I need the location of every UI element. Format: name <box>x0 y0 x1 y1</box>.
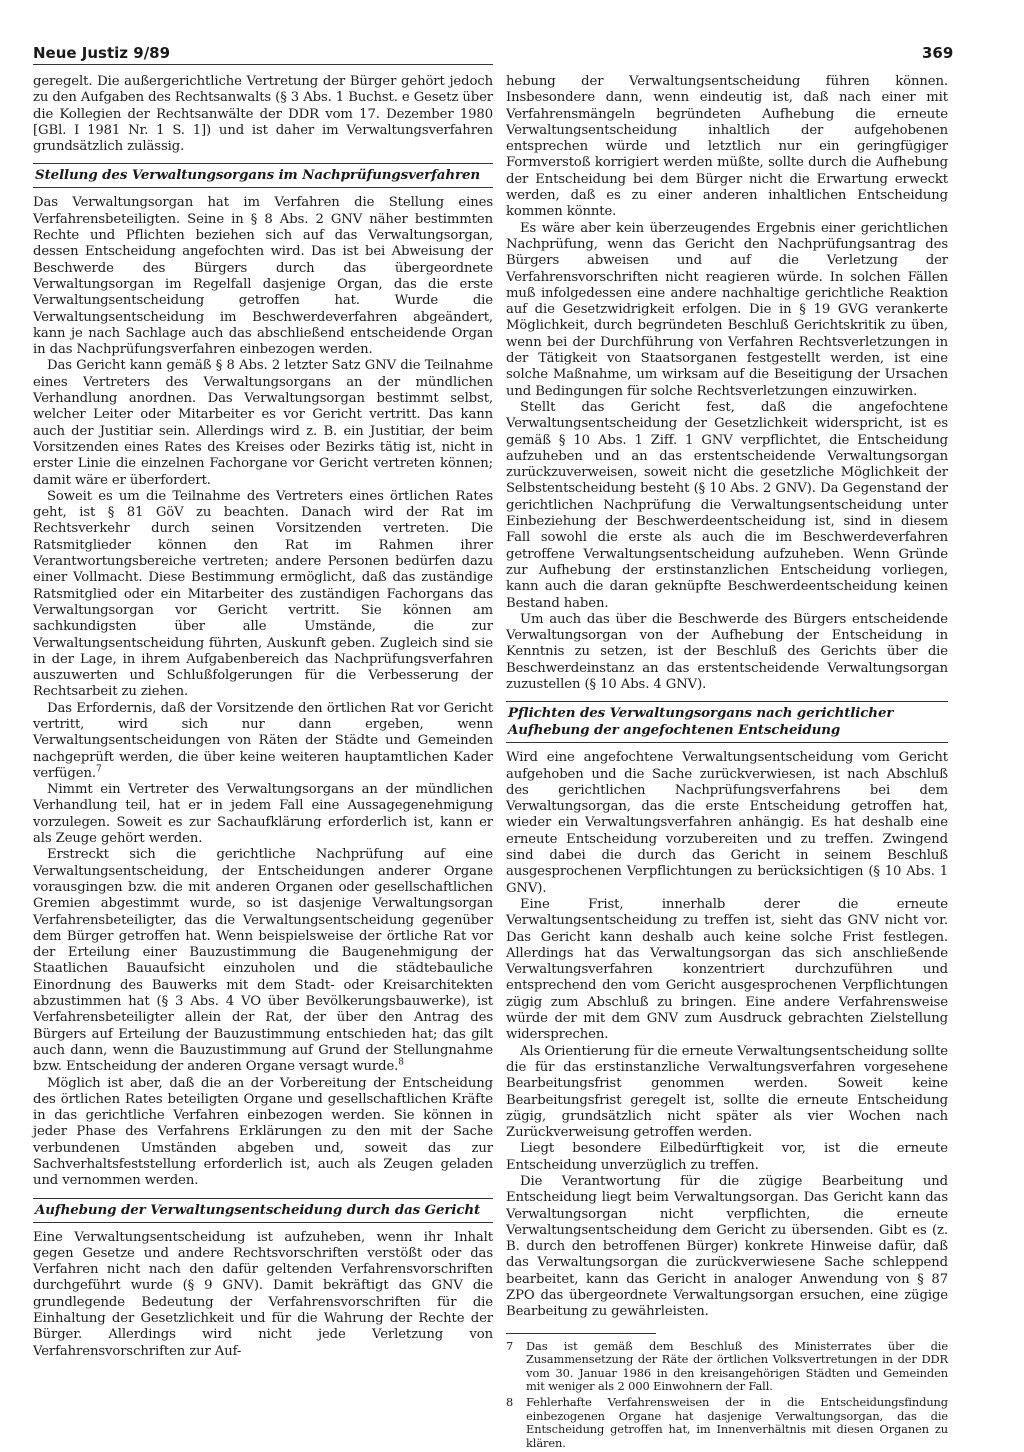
footnotes <box>506 1340 948 1451</box>
footnote-rule <box>506 1333 656 1334</box>
paragraph-with-footnote-ref <box>33 847 493 1075</box>
paragraph: Als Orientierung für die erneute Verwaltungsentscheidung sollte die für das erstinstanzliche Verwaltungsverfahren vorgesehene Bearbeitungsfrist genommen werden. Soweit keine Bearbeitungsfrist geregelt ist, sollte die erneute Entscheidung zügig, grundsätzlich nicht später als vier Wochen nach Zurückverweisung getroffen werden. <box>506 1043 948 1141</box>
paragraph: Das Verwaltungsorgan hat im Verfahren die Stellung eines Verfahrensbeteiligten. Seine in § 8 Abs. 2 GNV näher bestimmten Rechte und Pflichten beziehen sich auf das Verwaltungsorgan, dessen Entscheidung angefochten wird. Das ist bei Abweisung der Beschwerde des Bürgers durch das übergeordnete Verwaltungsorgan im Regelfall dasjenige Organ, das die erste Verwaltungsentscheidung getroffen hat. Wurde die Verwaltungsentscheidung im Beschwerdeverfahren abgeändert, kann je nach Sachlage auch das abschließend entscheidende Organ in das Nachprüfungsverfahren einbezogen werden. <box>33 195 493 358</box>
header-rule <box>33 64 493 65</box>
footnote-number: 8 <box>506 1395 514 1410</box>
paragraph: Möglich ist aber, daß die an der Vorbereitung der Entscheidung des örtlichen Rates beteiligten Organe und gesellschaftlichen Kräfte in das gerichtliche Verfahren einbezogen werden. Sie können in jeder Phase des Verfahrens Erklärungen zu den mit der Sache verbundenen Umständen abgeben und, soweit das zur Sachverhaltsfeststellung erforderlich ist, auch als Zeugen geladen und vernommen werden. <box>33 1075 493 1189</box>
footnote-text: Das ist gemäß dem Beschluß des Ministerrates über die Zusammensetzung der Räte der örtlichen Volksvertretungen in der DDR vom 30. Januar 1986 in den kreisangehörigen Städten und Gemeinden mit weniger als 2 000 Einwohnern der Fall. <box>526 1338 948 1394</box>
section-heading-aufhebung: Aufhebung der Verwaltungsentscheidung durch das Gericht <box>33 1198 493 1223</box>
footnote-ref: 8 <box>398 1057 404 1068</box>
paragraph: Liegt besondere Eilbedürftigkeit vor, ist die erneute Entscheidung unverzüglich zu treffen. <box>506 1141 948 1173</box>
footnote-number: 7 <box>506 1338 514 1353</box>
right-column <box>506 74 948 1452</box>
paragraph: Eine Verwaltungsentscheidung ist aufzuheben, wenn ihr Inhalt gegen Gesetze und andere Rechtsvorschriften verstößt oder das Verfahren nicht nach den dafür geltenden Verfahrensvorschriften durchgeführt wurde (§ 9 GNV). Damit bekräftigt das GNV die grundlegende Bedeutung der Verfahrensvorschriften für die Einhaltung der Gesetzlichkeit und für die Wahrung der Rechte der Bürger. Allerdings wird nicht jede Verletzung von Verfahrensvorschriften zur Auf- <box>33 1229 493 1359</box>
paragraph: Das Gericht kann gemäß § 8 Abs. 2 letzter Satz GNV die Teilnahme eines Vertreters des Verwaltungsorgans an der mündlichen Verhandlung anordnen. Das Verwaltungsorgan bestimmt selbst, welcher Leiter oder Mitarbeiter es vor Gericht vertritt. Das kann auch der Justitiar sein. Allerdings wird z. B. ein Justitiar, der beim Vorsitzenden eines Rates des Kreises oder Bezirks tätig ist, nicht in erster Linie die einzelnen Fachorgane vor Gericht vertreten können; damit wäre er überfordert. <box>33 358 493 488</box>
paragraph: hebung der Verwaltungsentscheidung führen können. Insbesondere dann, wenn eindeutig ist, daß nach einer mit Verfahrensmängeln begründeten Aufhebung die erneute Verwaltungsentscheidung inhaltlich der aufgehobenen entsprechen würde und letztlich nur ein geringfügiger Formverstoß korrigiert werden müßte, sollte durch die Aufhebung der Entscheidung bei dem Bürger nicht die Erwartung erweckt werden, daß es zu einer anderen inhaltlichen Entscheidung kommen könnte. <box>506 74 948 220</box>
section-heading-pflichten: Pflichten des Verwaltungsorgans nach gerichtlicher Aufhebung der angefochtenen Entscheidung <box>506 701 948 743</box>
paragraph: Die Verantwortung für die zügige Bearbeitung und Entscheidung liegt beim Verwaltungsorgan. Das Gericht kann das Verwaltungsorgan nicht verpflichten, die erneute Verwaltungsentscheidung dem Gericht zu übersenden. Gibt es (z. B. durch den betroffenen Bürger) konkrete Hinweise dafür, daß das Verwaltungsorgan die zurückverwiesene Sache schleppend bearbeitet, kann das Gericht in analoger Anwendung von § 87 ZPO das übergeordnete Verwaltungsorgan ersuchen, eine zügige Bearbeitung zu gewährleisten. <box>506 1174 948 1320</box>
paragraph: Soweit es um die Teilnahme des Vertreters eines örtlichen Rates geht, ist § 81 GöV zu beachten. Danach wird der Rat im Rechtsverkehr durch seinen Vorsitzenden vertreten. Die Ratsmitglieder können den Rat im Rahmen ihrer Verantwortungsbereiche vertreten; andere Personen bedürfen dazu einer Vollmacht. Diese Bestimmung ermöglicht, daß das zuständige Ratsmitglied oder ein Mitarbeiter des zuständigen Fachorgans das Verwaltungsorgan vor Gericht vertritt. Sie können am sachkundigsten über alle Umstände, die zur Verwaltungsentscheidung führten, Auskunft geben. Zugleich sind sie in der Lage, in ihrem Aufgabenbereich das Nachprüfungsverfahren auszuwerten und Schlußfolgerungen für die Verbesserung der Rechtsarbeit zu ziehen. <box>33 488 493 700</box>
footnote-ref: 7 <box>95 764 102 775</box>
paragraph: Wird eine angefochtene Verwaltungsentscheidung vom Gericht aufgehoben und die Sache zurückverwiesen, ist nach Abschluß des gerichtlichen Nachprüfungsverfahrens bei dem Verwaltungsorgan, das die erste Entscheidung getroffen hat, wieder ein Verwaltungsverfahren anhängig. Es hat deshalb eine erneute Entscheidung vorzubereiten und zu treffen. Zwingend sind dabei die durch das Gericht in seinem Beschluß ausgesprochenen Verpflichtungen zu berücksichtigen (§ 10 Abs. 1 GNV). <box>506 750 948 896</box>
paragraph-text: Das Erfordernis, daß der Vorsitzende den örtlichen Rat vor Gericht vertritt, wird sich nur dann ergeben, wenn Verwaltungsentscheidungen von Räten der Städte und Gemeinden nachgeprüft werden, die über keine weiteren hauptamtlichen Kader verfügen. <box>33 700 493 781</box>
paragraph: Es wäre aber kein überzeugendes Ergebnis einer gerichtlichen Nachprüfung, wenn das Gericht den Nachprüfungsantrag des Bürgers abweisen und auf die Verletzung der Verfahrensvorschriften nicht reagieren würde. In solchen Fällen muß infolgedessen eine andere nachhaltige gerichtliche Reaktion auf die Gesetzwidrigkeit erfolgen. Die in § 19 GVG verankerte Möglichkeit, durch begründeten Beschluß Gerichtskritik zu üben, wenn bei der Durchführung von Verfahren Rechtsverletzungen in der Tätigkeit von Staatsorganen festgestellt werden, ist eine solche Maßnahme, um wirksam auf die Beseitigung der Ursachen und Bedingungen für solche Rechtsverletzungen einzuwirken. <box>506 220 948 399</box>
paragraph-with-footnote-ref <box>33 701 493 782</box>
intro-paragraph: geregelt. Die außergerichtliche Vertretung der Bürger gehört jedoch zu den Aufgaben des Rechtsanwalts (§ 3 Abs. 1 Buchst. e Gesetz über die Kollegien der Rechtsanwälte der DDR vom 17. Dezember 1980 [GBl. I 1981 Nr. 1 S. 1]) und ist daher im Verwaltungsverfahren grundsätzlich zulässig. <box>33 74 493 155</box>
left-column <box>33 74 493 1360</box>
paragraph: Um auch das über die Beschwerde des Bürgers entscheidende Verwaltungsorgan von der Aufhebung der Entscheidung in Kenntnis zu setzen, ist der Beschluß des Gerichts über die Beschwerdeinstanz an das erstentscheidende Verwaltungsorgan zuzustellen (§ 10 Abs. 4 GNV). <box>506 611 948 692</box>
paragraph: Eine Frist, innerhalb derer die erneute Verwaltungsentscheidung zu treffen ist, sieht das GNV nicht vor. Das Gericht kann deshalb auch keine solche Frist festlegen. Allerdings hat das Verwaltungsorgan das sich anschließende Verwaltungsverfahren konzentriert durchzuführen und entsprechend den vom Gericht ausgesprochenen Verpflichtungen zügig zum Abschluß zu bringen. Eine andere Verfahrensweise würde der mit dem GNV zum Ausdruck gebrachten Zielstellung widersprechen. <box>506 896 948 1043</box>
paragraph-text: Erstreckt sich die gerichtliche Nachprüfung auf eine Verwaltungsentscheidung, der Entscheidungen anderer Organe vorausgingen bzw. die mit anderen Organen oder gesellschaftlichen Gremien abgestimmt wurde, so ist dasjenige Verwaltungsorgan Verfahrensbeteiligter, das die Verwaltungsentscheidung gegenüber dem Bürger getroffen hat. Wenn beispielsweise der örtliche Rat vor der Erteilung einer Bauzustimmung die Baugenehmigung der Staatlichen Bauaufsicht einzuholen und die städtebauliche Einordnung des Bauwerks mit dem Stadt- oder Kreisarchitekten abzustimmen hat (§ 3 Abs. 4 VO über Bevölkerungsbauwerke), ist Verfahrensbeteiligter allein der Rat, der über den Antrag des Bürgers auf Erteilung der Bauzustimmung entschieden hat; das gilt auch dann, wenn die Bauzustimmung auf Grund der Stellungnahme bzw. Entscheidung der anderen Organe versagt wurde. <box>33 847 493 1075</box>
section-heading-stellung: Stellung des Verwaltungsorgans im Nachprüfungsverfahren <box>33 163 493 188</box>
footnote-text: Fehlerhafte Verfahrensweisen der in die Entscheidungsfindung einbezogenen Organe hat dasjenige Verwaltungsorgan, das die Entscheidung getroffen hat, im Innenverhältnis mit diesen Organen zu klären. <box>526 1395 948 1450</box>
journal-title: Neue Justiz 9/89 <box>33 44 171 62</box>
footnote <box>506 1396 948 1450</box>
page-number: 369 <box>922 44 954 62</box>
paragraph: Stellt das Gericht fest, daß die angefochtene Verwaltungsentscheidung der Gesetzlichkeit widerspricht, ist es gemäß § 10 Abs. 1 Ziff. 1 GNV verpflichtet, die Entscheidung aufzuheben und an das erstentscheidende Verwaltungsorgan zurückzuverweisen, soweit nicht die gesetzliche Möglichkeit der Selbstentscheidung besteht (§ 10 Abs. 2 GNV). Da Gegenstand der gerichtlichen Nachprüfung die Verwaltungsentscheidung unter Einbeziehung der Beschwerdeentscheidung ist, sind in diesem Fall sowohl die erste als auch die im Beschwerdeverfahren getroffene Verwaltungsentscheidung aufzuheben. Wenn Gründe zur Aufhebung der erstinstanzlichen Entscheidung vorliegen, kann auch die daran geknüpfte Beschwerdeentscheidung keinen Bestand haben. <box>506 399 948 611</box>
paragraph: Nimmt ein Vertreter des Verwaltungsorgans an der mündlichen Verhandlung teil, hat er in jedem Fall eine Aussagegenehmigung vorzulegen. Soweit es zur Sachaufklärung erforderlich ist, kann er als Zeuge gehört werden. <box>33 782 493 847</box>
footnote <box>506 1340 948 1394</box>
